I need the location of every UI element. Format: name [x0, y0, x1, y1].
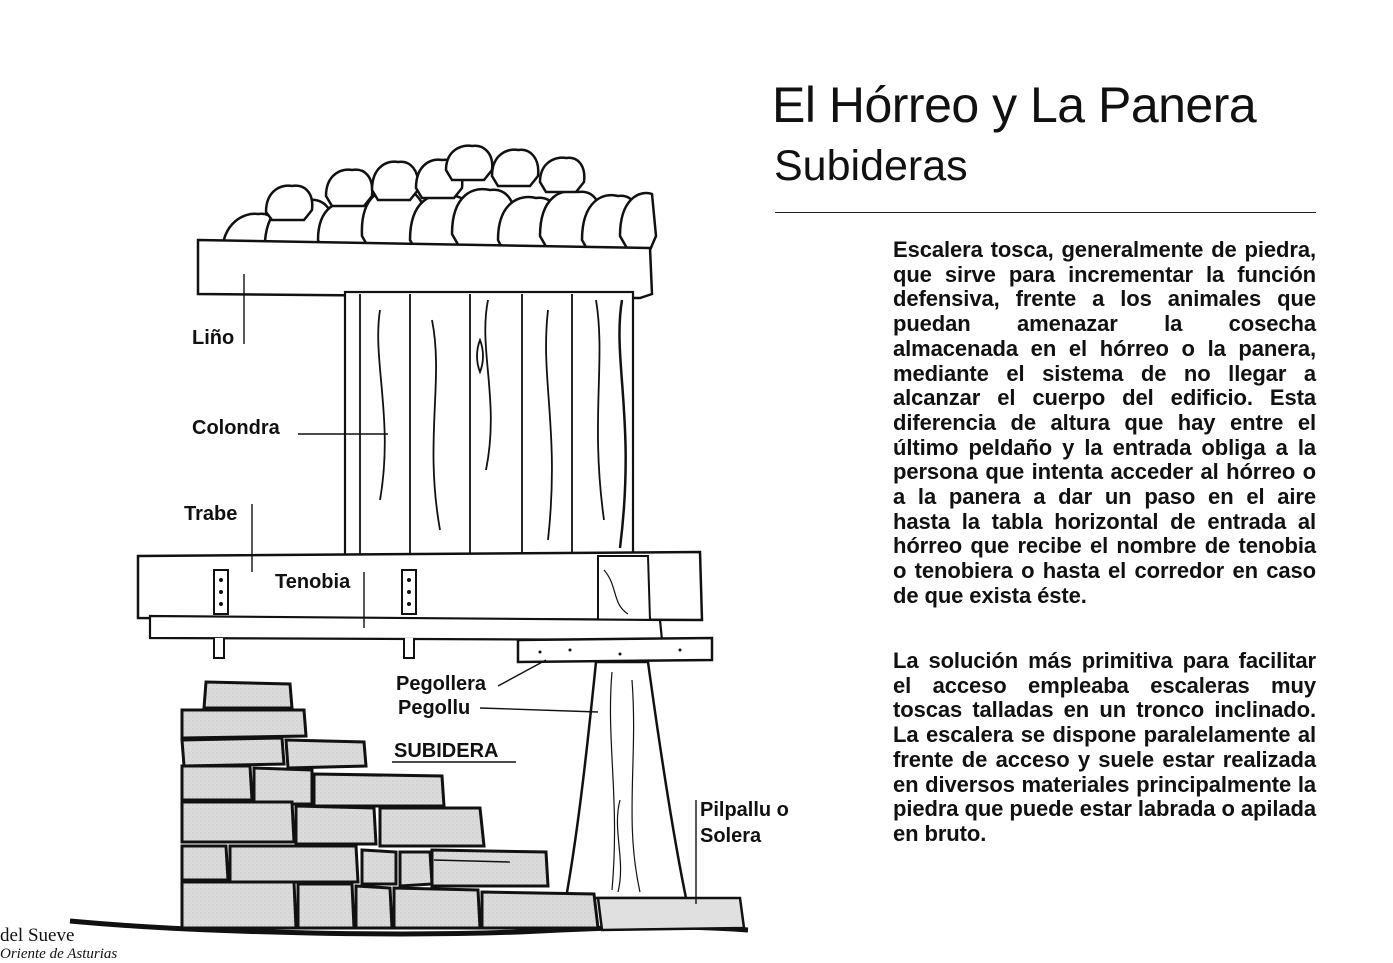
label-trabe: Trabe [184, 503, 238, 525]
label-pegollera: Pegollera [396, 673, 487, 695]
pegollu-pillar [566, 662, 686, 898]
label-colondra: Colondra [192, 417, 280, 439]
pegollera-stone [518, 638, 712, 662]
label-lino: Liño [192, 327, 235, 349]
colondra-planks [345, 292, 633, 556]
credit-line-2: Oriente de Asturias [0, 946, 118, 962]
label-pilpallu-line1: Pilpallu o [700, 799, 789, 821]
credit-line-1: del Sueve [0, 925, 75, 946]
leader-pegollu [480, 708, 598, 712]
description-paragraph-2: La solución más primitiva para facilitar el acceso empleaba escaleras muy toscas talladas en un tronco inclinado. La escalera se dispone paralelamente al frente de acceso y suele estar realizada en diversos materiales principalmente la piedra que puede estar labrada o apilada en bruto. [893, 648, 1316, 846]
page-subtitle: Subideras [774, 142, 968, 190]
leader-pegollera [498, 660, 546, 686]
label-pilpallu-line2: Solera [700, 825, 762, 847]
label-tenobia: Tenobia [275, 571, 351, 593]
label-pegollu: Pegollu [398, 697, 471, 719]
trabe-beam [138, 552, 702, 620]
description-paragraph-1: Escalera tosca, generalmente de piedra, que sirve para incrementar la función defensiva, frente a los animales que puedan amenazar la cosecha almacenada en el hórreo o la panera, mediante el sistema de no llegar a alcanzar el cuerpo del edificio. Esta diferencia de altura que hay entre el último peldaño y la entrada obliga a la persona que intenta acceder al hórreo o a la panera a dar un paso en el aire hasta la tabla horizontal de entrada al hórreo que recibe el nombre de tenobia o tenobiera o hasta el corredor en caso de que exista éste. [893, 237, 1316, 608]
page-title: El Hórreo y La Panera [772, 77, 1257, 133]
pilpallu-solera [598, 898, 744, 930]
lino-beam [198, 240, 652, 298]
label-subidera: SUBIDERA [394, 740, 499, 762]
subidera-stones [182, 682, 598, 928]
